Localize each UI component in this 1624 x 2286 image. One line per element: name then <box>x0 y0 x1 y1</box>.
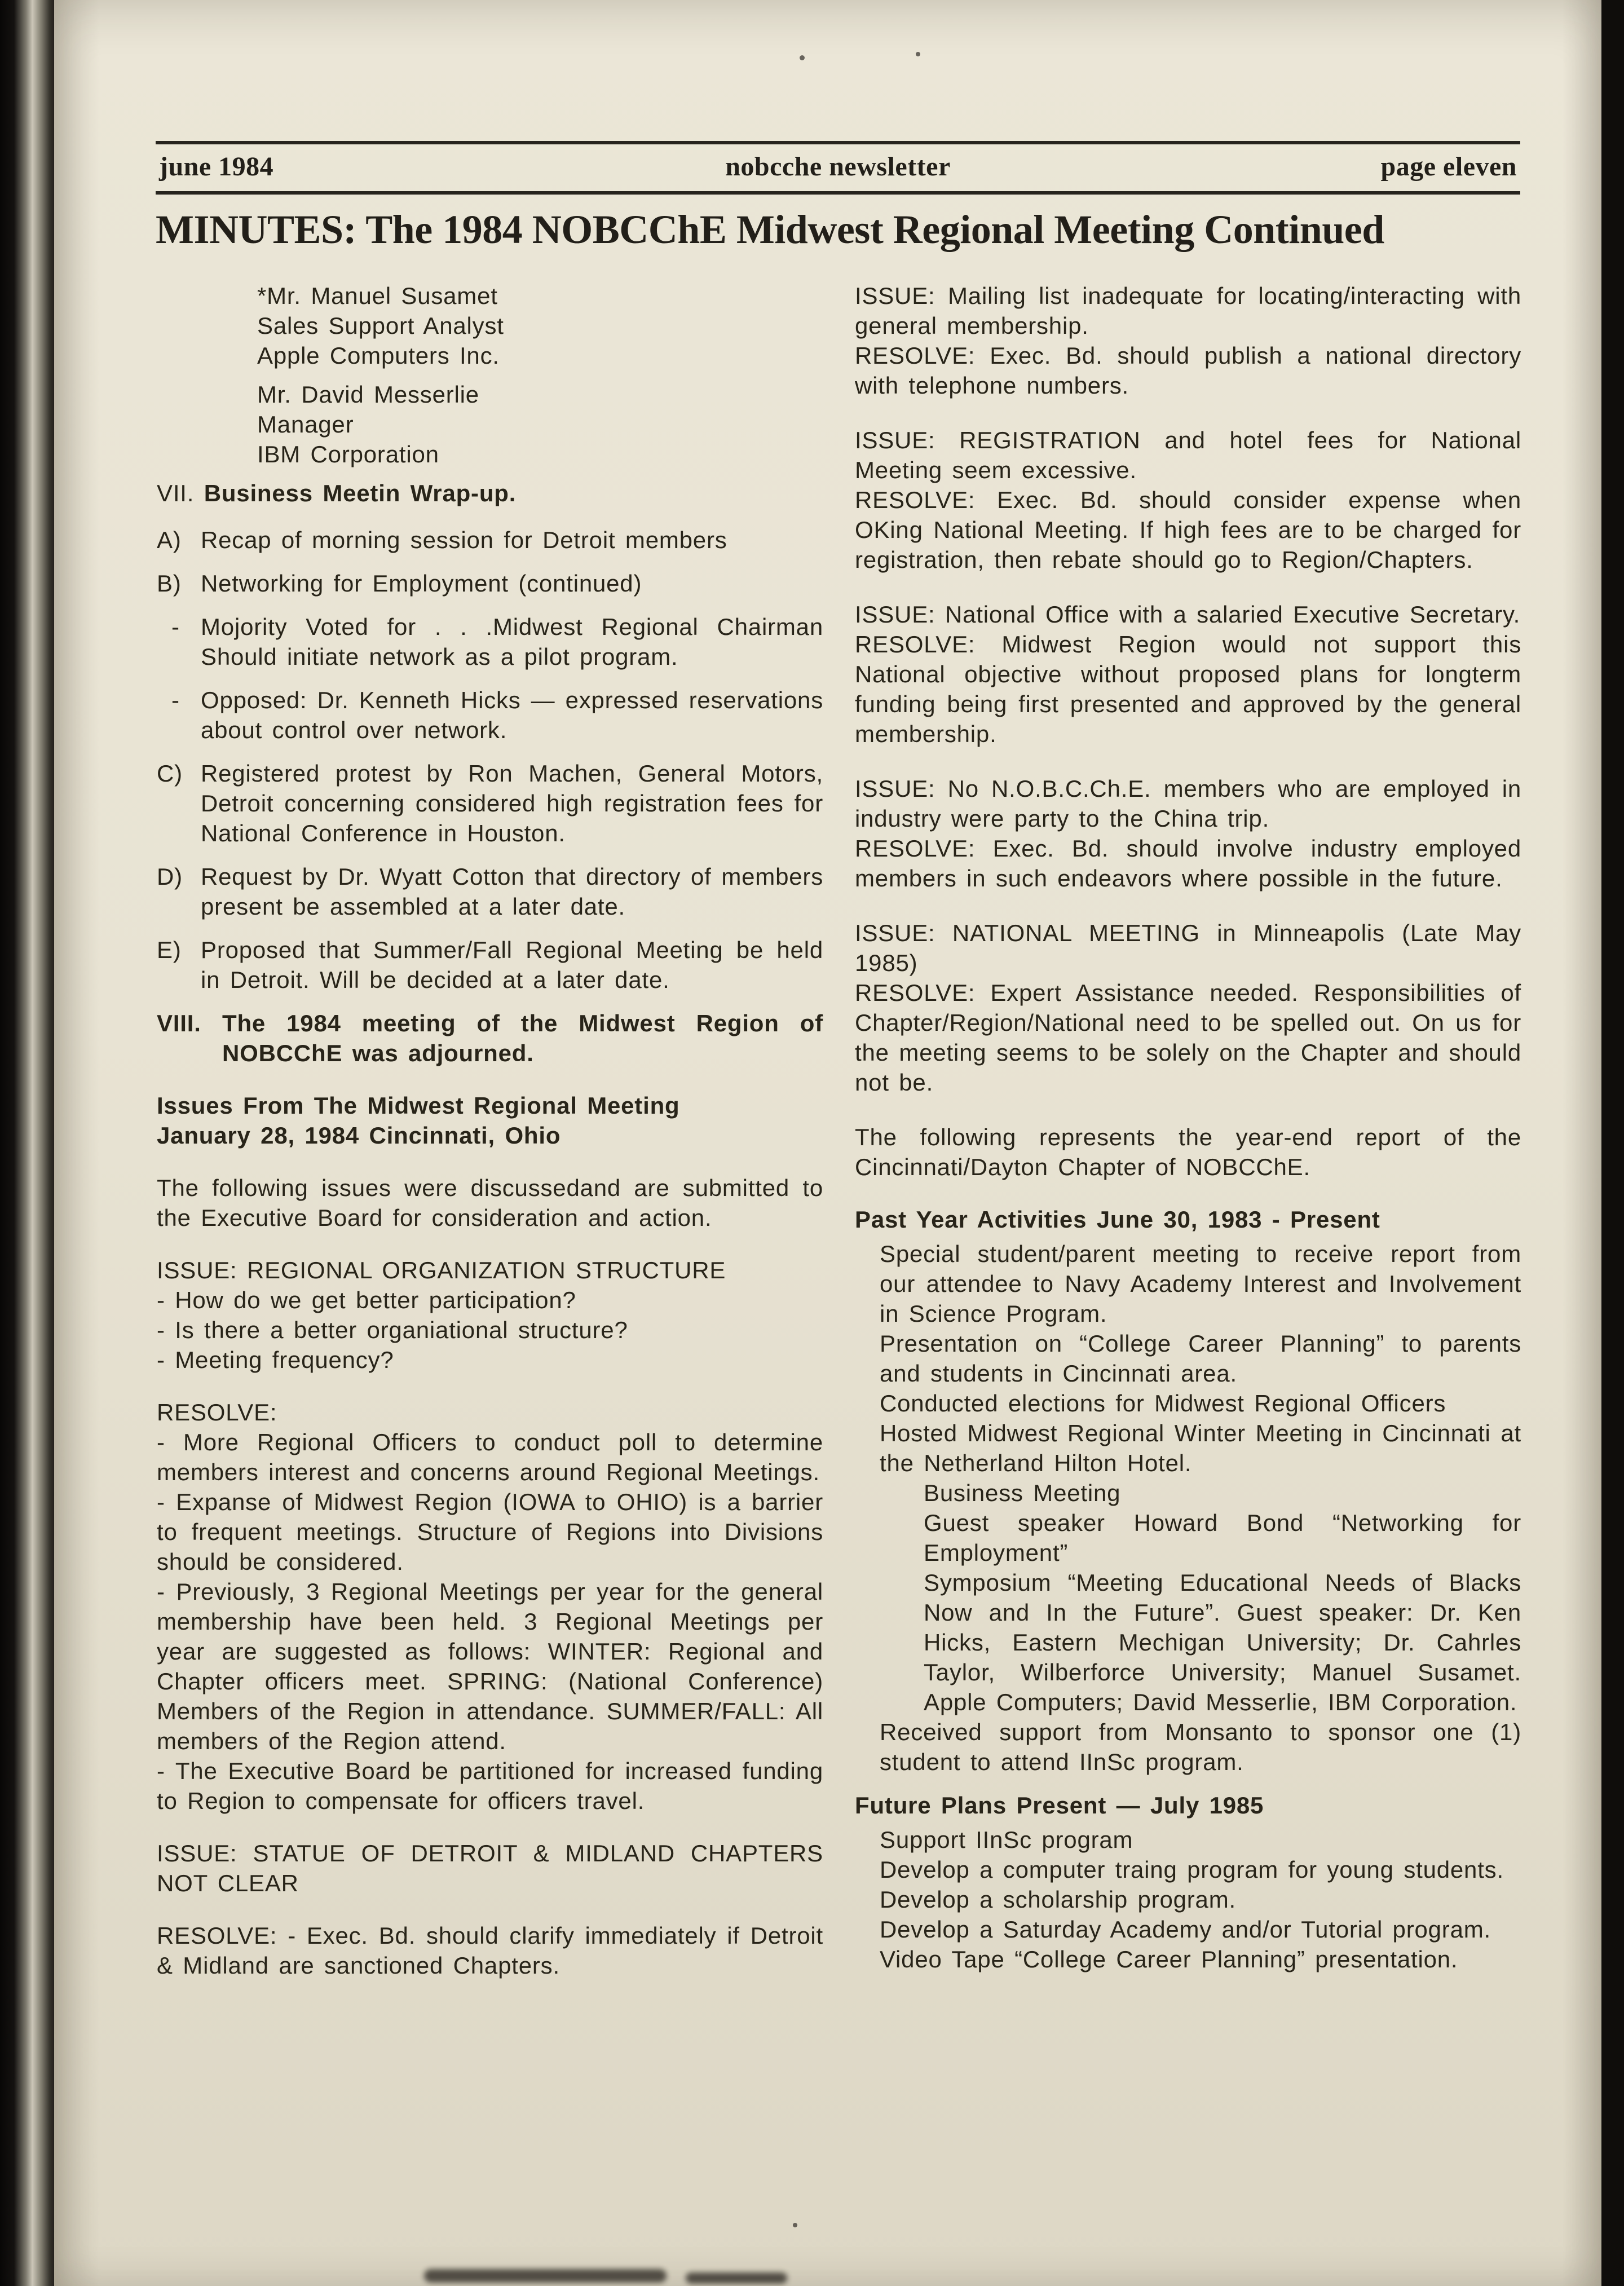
issue-title: ISSUE: REGIONAL ORGANIZATION STRUCTURE <box>157 1257 726 1283</box>
attendee-title: Sales Support Analyst <box>257 312 504 339</box>
item-text: Networking for Employment (continued) <box>201 570 642 597</box>
report-subitem: Business Meeting <box>924 1480 1121 1506</box>
masthead-page-number: page eleven <box>1380 152 1517 182</box>
bleed-through-mark <box>424 2269 667 2283</box>
minutes-item-b <box>157 568 823 598</box>
attendee-org: Apple Computers Inc. <box>257 342 500 369</box>
resolve-paragraph: RESOLVE: Exec. Bd. should publish a national directory with telephone numbers. <box>855 342 1521 399</box>
attendee-block <box>157 379 823 469</box>
minutes-item-e <box>157 935 823 995</box>
resolve-point: - More Regional Officers to conduct poll to determine members interest and concerns around Regional Meetings. <box>157 1429 823 1485</box>
article-headline: MINUTES: The 1984 NOBCChE Midwest Regional Meeting Continued <box>156 207 1384 252</box>
bleed-through-mark <box>686 2272 787 2284</box>
issues-heading-line2: January 28, 1984 Cincinnati, Ohio <box>157 1122 561 1149</box>
report-item: Develop a Saturday Academy and/or Tutorial program. <box>880 1916 1491 1943</box>
attendee-name: Mr. David Messerlie <box>257 381 479 408</box>
report-item: Support IInSc program <box>880 1826 1133 1853</box>
resolve-paragraph: RESOLVE: Exec. Bd. should consider expense when OKing National Meeting. If high fees are to be charged for registration, then rebate should go to Region/Chapters. <box>855 487 1521 573</box>
minutes-item-d <box>157 862 823 921</box>
issue-resolve-pair <box>855 774 1521 893</box>
item-text: Proposed that Summer/Fall Regional Meeting be held in Detroit. Will be decided at a later date. <box>201 937 823 993</box>
article-columns <box>157 281 1521 1994</box>
minutes-subitem <box>157 685 823 745</box>
item-marker: - <box>171 614 180 640</box>
scan-speck <box>800 55 805 60</box>
minutes-subitem <box>157 612 823 672</box>
resolve-point: - Expanse of Midwest Region (IOWA to OHIO) is a barrier to frequent meetings. Structure of Regions into Divisions should be considered. <box>157 1489 823 1575</box>
scan-speck <box>916 52 920 56</box>
resolve-paragraph: RESOLVE: Exec. Bd. should involve industry employed members in such endeavors where possible in the future. <box>855 835 1521 892</box>
item-text: Registered protest by Ron Machen, General Motors, Detroit concerning considered high registration fees for National Conference in Houston. <box>201 760 823 846</box>
masthead-row <box>156 144 1520 191</box>
masthead <box>156 141 1520 195</box>
left-column <box>157 281 823 1994</box>
masthead-date: june 1984 <box>159 152 274 182</box>
item-text: Opposed: Dr. Kenneth Hicks — expressed reservations about control over network. <box>201 687 823 743</box>
scan-speck <box>793 2223 797 2227</box>
issue-point: - Is there a better organiational structure? <box>157 1317 628 1343</box>
report-item: Develop a scholarship program. <box>880 1886 1236 1913</box>
issue-paragraph: ISSUE: REGISTRATION and hotel fees for National Meeting seem excessive. <box>855 427 1521 483</box>
item-text: Mojority Voted for . . .Midwest Regional Chairman Should initiate network as a pilot program. <box>201 614 823 670</box>
future-plans-heading: Future Plans Present — July 1985 <box>855 1792 1264 1819</box>
resolve-paragraph: RESOLVE: Midwest Region would not support this National objective without proposed plans for longterm funding being first presented and approved by the general membership. <box>855 631 1521 747</box>
attendee-block <box>157 281 823 370</box>
issue-title: ISSUE: STATUE OF DETROIT & MIDLAND CHAPTERS NOT CLEAR <box>157 1840 823 1896</box>
issue-paragraph: ISSUE: NATIONAL MEETING in Minneapolis (Late May 1985) <box>855 920 1521 976</box>
issue-resolve-pair <box>855 918 1521 1097</box>
issue-resolve-pair <box>855 281 1521 400</box>
item-marker: B) <box>157 570 182 597</box>
report-item: Presentation on “College Career Planning” to parents and students in Cincinnati area. <box>880 1330 1521 1387</box>
attendee-title: Manager <box>257 411 354 438</box>
item-marker: A) <box>157 527 182 553</box>
resolve-title: RESOLVE: <box>157 1399 277 1426</box>
issue-point: - How do we get better participation? <box>157 1287 576 1313</box>
resolve-paragraph: RESOLVE: - Exec. Bd. should clarify immediately if Detroit & Midland are sanctioned Chapters. <box>157 1922 823 1979</box>
report-subitem: Guest speaker Howard Bond “Networking for Employment” <box>924 1510 1521 1566</box>
section-viii-heading <box>157 1008 823 1068</box>
report-intro: The following represents the year-end report of the Cincinnati/Dayton Chapter of NOBCChE. <box>855 1124 1521 1180</box>
report-item: Develop a computer traing program for young students. <box>880 1856 1504 1883</box>
report-item: Video Tape “College Career Planning” presentation. <box>880 1946 1458 1972</box>
issue-point: - Meeting frequency? <box>157 1347 394 1373</box>
masthead-title: nobcche newsletter <box>725 152 951 182</box>
section-number: VII. <box>157 480 195 506</box>
resolve-point: - Previously, 3 Regional Meetings per year for the general membership have been held. 3 Regional Meetings per year are suggested as follows: WINTER: Regional and Chapter officers meet. SPRING: (National Conference) Members of the Region in attendance. SUMMER/FALL: All members of the Region attend. <box>157 1578 823 1754</box>
right-column <box>855 281 1521 1994</box>
item-marker: E) <box>157 937 182 963</box>
item-marker: C) <box>157 760 183 787</box>
section-vii-heading <box>157 478 823 508</box>
report-subitem: Symposium “Meeting Educational Needs of Blacks Now and In the Future”. Guest speaker: Dr. Ken Hicks, Eastern Mechigan University; Dr. Cahrles Taylor, Wilberforce University; Manuel Susamet. Apple Computers; David Messerlie, IBM Corporation. <box>924 1569 1521 1715</box>
section-title: Business Meetin Wrap-up. <box>204 480 517 506</box>
issue-paragraph: ISSUE: No N.O.B.C.Ch.E. members who are employed in industry were party to the China trip. <box>855 775 1521 832</box>
item-marker: - <box>171 687 180 713</box>
minutes-item-a <box>157 525 823 555</box>
past-activities-heading: Past Year Activities June 30, 1983 - Present <box>855 1206 1380 1233</box>
issues-intro: The following issues were discussedand are submitted to the Executive Board for consideration and action. <box>157 1175 823 1231</box>
book-gutter <box>0 0 54 2286</box>
attendee-name: *Mr. Manuel Susamet <box>257 283 498 309</box>
item-marker: D) <box>157 863 183 890</box>
issue-paragraph: ISSUE: National Office with a salaried Executive Secretary. <box>855 601 1521 628</box>
minutes-item-c <box>157 758 823 848</box>
attendee-org: IBM Corporation <box>257 441 439 467</box>
resolve-paragraph: RESOLVE: Expert Assistance needed. Responsibilities of Chapter/Region/National need to be spelled out. On us for the meeting seems to be solely on the Chapter and should not be. <box>855 979 1521 1096</box>
issue-resolve-pair <box>855 599 1521 749</box>
item-text: Recap of morning session for Detroit members <box>201 527 727 553</box>
report-item: Hosted Midwest Regional Winter Meeting in Cincinnati at the Netherland Hilton Hotel. <box>880 1420 1521 1476</box>
issues-heading <box>157 1091 823 1150</box>
issue-paragraph: ISSUE: Mailing list inadequate for locating/interacting with general membership. <box>855 283 1521 339</box>
resolve-point: - The Executive Board be partitioned for increased funding to Region to compensate for officers travel. <box>157 1758 823 1814</box>
section-title: The 1984 meeting of the Midwest Region of NOBCChE was adjourned. <box>222 1010 823 1066</box>
report-item: Special student/parent meeting to receive report from our attendee to Navy Academy Interest and Involvement in Science Program. <box>880 1241 1521 1327</box>
report-item: Received support from Monsanto to sponsor one (1) student to attend IInSc program. <box>880 1719 1521 1775</box>
newsletter-paper <box>54 0 1601 2286</box>
issues-heading-line1: Issues From The Midwest Regional Meeting <box>157 1092 680 1119</box>
report-item: Conducted elections for Midwest Regional Officers <box>880 1390 1446 1416</box>
issue-resolve-pair <box>855 425 1521 575</box>
section-number: VIII. <box>157 1010 201 1036</box>
masthead-rule-bottom <box>156 191 1520 195</box>
item-text: Request by Dr. Wyatt Cotton that directory of members present be assembled at a later date. <box>201 863 823 920</box>
